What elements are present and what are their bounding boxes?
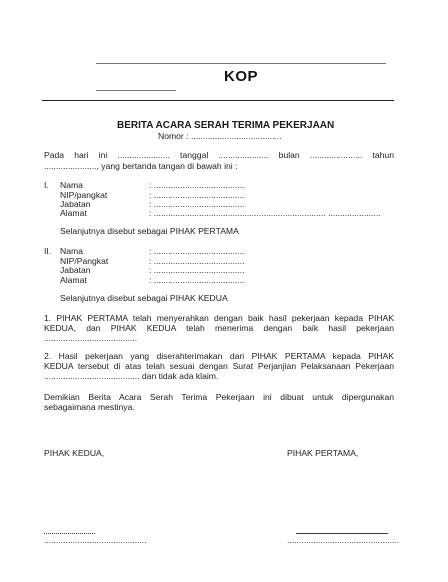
signature-right-rule <box>296 533 388 534</box>
document-title: BERITA ACARA SERAH TERIMA PEKERJAAN <box>117 120 335 131</box>
kop-bottom-rule <box>42 100 394 101</box>
party1-nip-value: : ...................................... <box>149 190 245 200</box>
party2-alamat-label: Alamat <box>60 275 87 285</box>
opening-line-1: Pada hari ini ...................... tanggal ..................... bulan ...................... tahun <box>44 150 394 160</box>
party2-note: Selanjutnya disebut sebagai PIHAK KEDUA <box>60 293 228 303</box>
kop-top-rule <box>96 63 386 64</box>
opening-line-2: ......................, yang bertanda tangan di bawah ini : <box>44 161 238 171</box>
point1-line-1: 1. PIHAK PERTAMA telah menyerahkan dengan baik hasil pekerjaan kepada PIHAK <box>44 313 394 323</box>
party2-nip-label: NIP/Pangkat <box>60 256 109 266</box>
signature-left-rule <box>44 533 95 534</box>
party1-nip-label: NIP/pangkat <box>60 190 108 200</box>
party2-nip-value: : ...................................... <box>149 256 245 266</box>
party1-alamat-value: : ........................................................................ ...................... <box>149 208 381 218</box>
document-number: Nomor : ...................................... <box>158 131 282 141</box>
party1-jabatan-value: : ...................................... <box>149 199 245 209</box>
point1-line-3: ....................................... <box>44 333 138 343</box>
party2-number: II. <box>44 246 52 256</box>
party2-name-value: : ...................................... <box>149 246 245 256</box>
point1-line-2: KEDUA, dan PIHAK KEDUA telah menerima dengan baik hasil pekerjaan <box>44 323 394 333</box>
party2-name-label: Nama <box>60 246 83 256</box>
party2-jabatan-label: Jabatan <box>60 265 91 275</box>
party1-jabatan-label: Jabatan <box>60 199 91 209</box>
point2-line-3: ........................................ dan tidak ada klaim. <box>44 371 219 381</box>
party1-alamat-label: Alamat <box>60 208 87 218</box>
signature-left-label: PIHAK KEDUA, <box>44 448 105 458</box>
party2-alamat-value: : ...................................... <box>149 275 245 285</box>
signature-right-label: PIHAK PERTAMA, <box>287 448 359 458</box>
party1-name-value: : ...................................... <box>149 180 245 190</box>
kop-left-short-rule <box>96 90 176 91</box>
party1-note: Selanjutnya disebut sebagai PIHAK PERTAMA <box>60 226 239 236</box>
party1-name-label: Nama <box>60 180 83 190</box>
kop-label: KOP <box>224 68 259 85</box>
party2-jabatan-value: : ...................................... <box>149 265 245 275</box>
closing-line-1: Demikian Berita Acara Serah Terima Pekerjaan ini dibuat untuk dipergunakan <box>44 392 394 402</box>
point2-line-2: KEDUA tersebut di atas telah sesuai dengan Surat Perjanjian Pelaksanaan Pekerjaan <box>44 361 394 371</box>
signature-right-dots: ............................................... <box>287 535 400 545</box>
closing-line-2: sebagaimana mestinya. <box>44 402 135 412</box>
party1-number: I. <box>44 180 49 190</box>
point2-line-1: 2. Hasil pekerjaan yang diserahterimakan dari PIHAK PERTAMA kepada PIHAK <box>44 351 394 361</box>
signature-left-dots: ........................................... <box>44 535 147 545</box>
